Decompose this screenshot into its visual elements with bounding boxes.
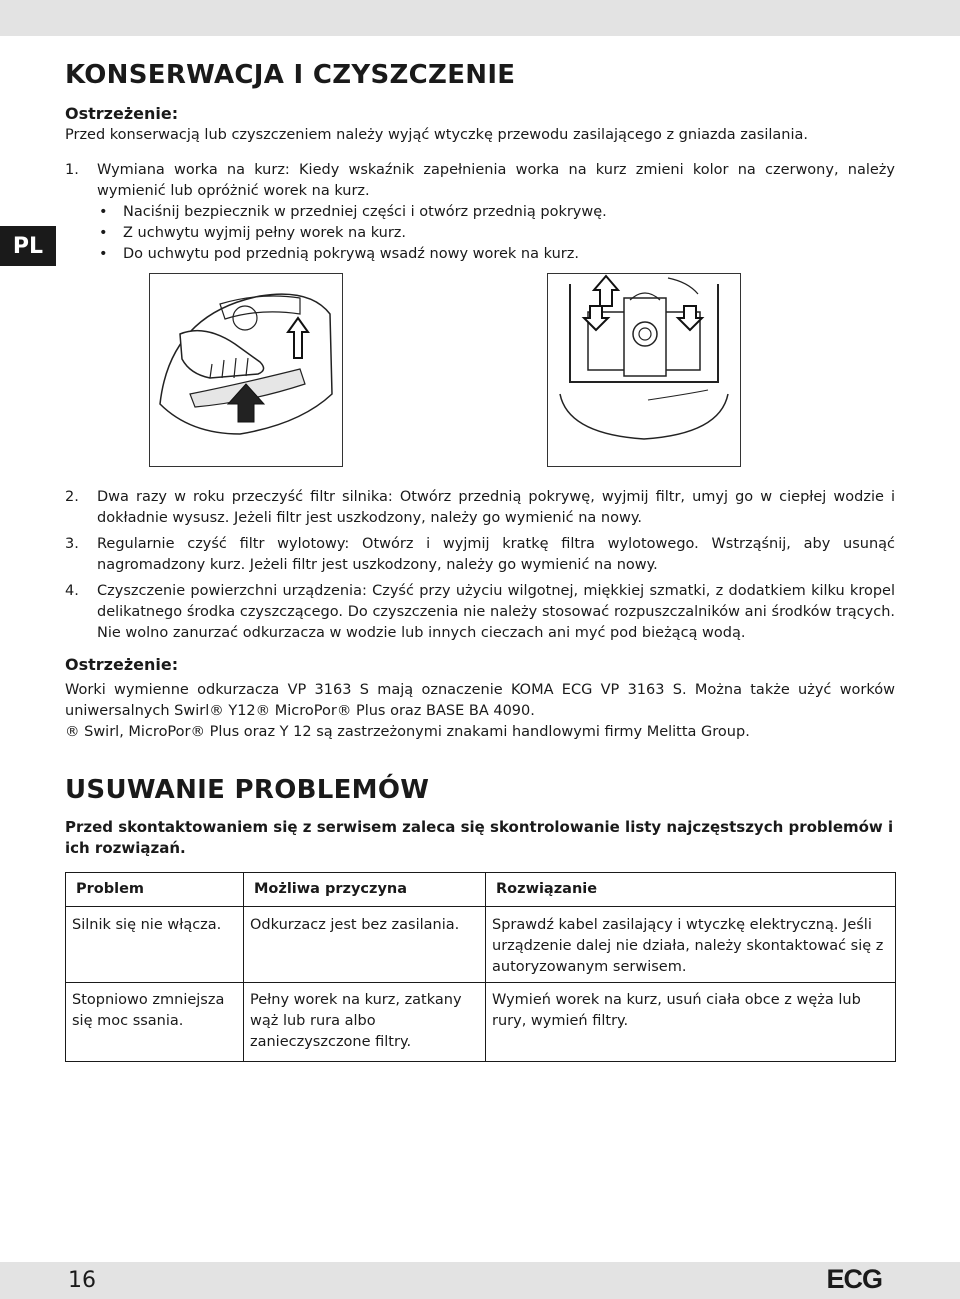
table-header: Możliwa przyczyna <box>244 873 486 907</box>
table-cell: Wymień worek na kurz, usuń ciała obce z węża lub rury, wymień filtry. <box>486 983 896 1062</box>
illustrations <box>65 273 895 467</box>
warning-label: Ostrzeżenie: <box>65 104 179 123</box>
step-1 <box>65 160 895 265</box>
troubleshooting-intro: Przed skontaktowaniem się z serwisem zaleca się skontrolowanie listy najczęstszych problemów i ich rozwiązań. <box>65 818 894 857</box>
table-header: Problem <box>66 873 244 907</box>
step-3 <box>65 534 895 576</box>
table-cell: Silnik się nie włącza. <box>66 907 244 983</box>
step-2 <box>65 487 895 529</box>
step-text: Czyszczenie powierzchni urządzenia: Czyść przy użyciu wilgotnej, miękkiej szmatki, z dodatkiem kilku kropel delikatnego środka czyszczącego. Do czyszczenia nie należy stosować rozpuszczalników ani środków trących. Nie wolno zanurzać odkurzacza w wodzie lub innych cieczach ani myć pod bieżącą wodą. <box>97 583 895 641</box>
illustration-open-cover <box>149 273 343 467</box>
bullet-list <box>97 202 895 265</box>
table-header-row <box>66 873 896 907</box>
page-number: 16 <box>68 1268 96 1293</box>
table-cell: Odkurzacz jest bez zasilania. <box>244 907 486 983</box>
warning-text: Przed konserwacją lub czyszczeniem należy wyjąć wtyczkę przewodu zasilającego z gniazda zasilania. <box>65 127 809 143</box>
language-tab: PL <box>0 226 56 266</box>
step-text: Wymiana worka na kurz: Kiedy wskaźnik zapełnienia worka na kurz zmieni kolor na czerwony, należy wymienić lub opróżnić worek na kurz. <box>97 162 895 199</box>
bullet-item: • Naciśnij bezpiecznik w przedniej części i otwórz przednią pokrywę. <box>97 202 895 223</box>
vacuum-cover-illustration <box>150 274 342 466</box>
step-text: Regularnie czyść filtr wylotowy: Otwórz i wyjmij kratkę filtra wylotowego. Wstrząśnij, aby usunąć nagromadzony kurz. Jeżeli filtr jest uszkodzony, należy go wymienić na nowy. <box>97 536 895 573</box>
warning-label: Ostrzeżenie: <box>65 655 179 674</box>
table-cell: Sprawdź kabel zasilający i wtyczkę elektryczną. Jeśli urządzenie dalej nie działa, należy skontaktować się z autoryzowanym serwisem. <box>486 907 896 983</box>
brand-logo: ECG <box>826 1264 882 1294</box>
illustration-bag-holder <box>547 273 741 467</box>
bottom-bar <box>0 1262 960 1299</box>
table-header: Rozwiązanie <box>486 873 896 907</box>
table-cell: Stopniowo zmniejsza się moc ssania. <box>66 983 244 1062</box>
dust-bag-illustration <box>548 274 740 466</box>
bullet-item: • Do uchwytu pod przednią pokrywą wsadź nowy worek na kurz. <box>97 244 895 265</box>
warning-block-2 <box>65 655 895 743</box>
troubleshooting-table <box>65 872 896 1062</box>
section-title-maintenance: KONSERWACJA I CZYSZCZENIE <box>65 60 516 90</box>
step-number: 1. <box>65 162 79 178</box>
step-number: 2. <box>65 489 79 505</box>
table-row <box>66 907 896 983</box>
warning-text: Worki wymienne odkurzacza VP 3163 S mają oznaczenie KOMA ECG VP 3163 S. Można także użyć worków uniwersalnych Swirl® Y12® MicroPor® Plus oraz BASE BA 4090. <box>65 682 895 719</box>
step-number: 3. <box>65 536 79 552</box>
top-bar <box>0 0 960 36</box>
main-content <box>65 60 895 1062</box>
step-number: 4. <box>65 583 79 599</box>
step-4 <box>65 581 895 644</box>
table-row <box>66 983 896 1062</box>
step-text: Dwa razy w roku przeczyść filtr silnika: Otwórz przednią pokrywę, wyjmij filtr, umyj go w ciepłej wodzie i dokładnie wysusz. Jeżeli filtr jest uszkodzony, należy go wymienić na nowy. <box>97 489 895 526</box>
bullet-item: • Z uchwytu wyjmij pełny worek na kurz. <box>97 223 895 244</box>
section-title-troubleshooting: USUWANIE PROBLEMÓW <box>65 775 430 805</box>
steps-list <box>65 487 895 644</box>
trademark-note: ® Swirl, MicroPor® Plus oraz Y 12 są zastrzeżonymi znakami handlowymi firmy Melitta Group. <box>65 724 750 740</box>
table-cell: Pełny worek na kurz, zatkany wąż lub rura albo zanieczyszczone filtry. <box>244 983 486 1062</box>
